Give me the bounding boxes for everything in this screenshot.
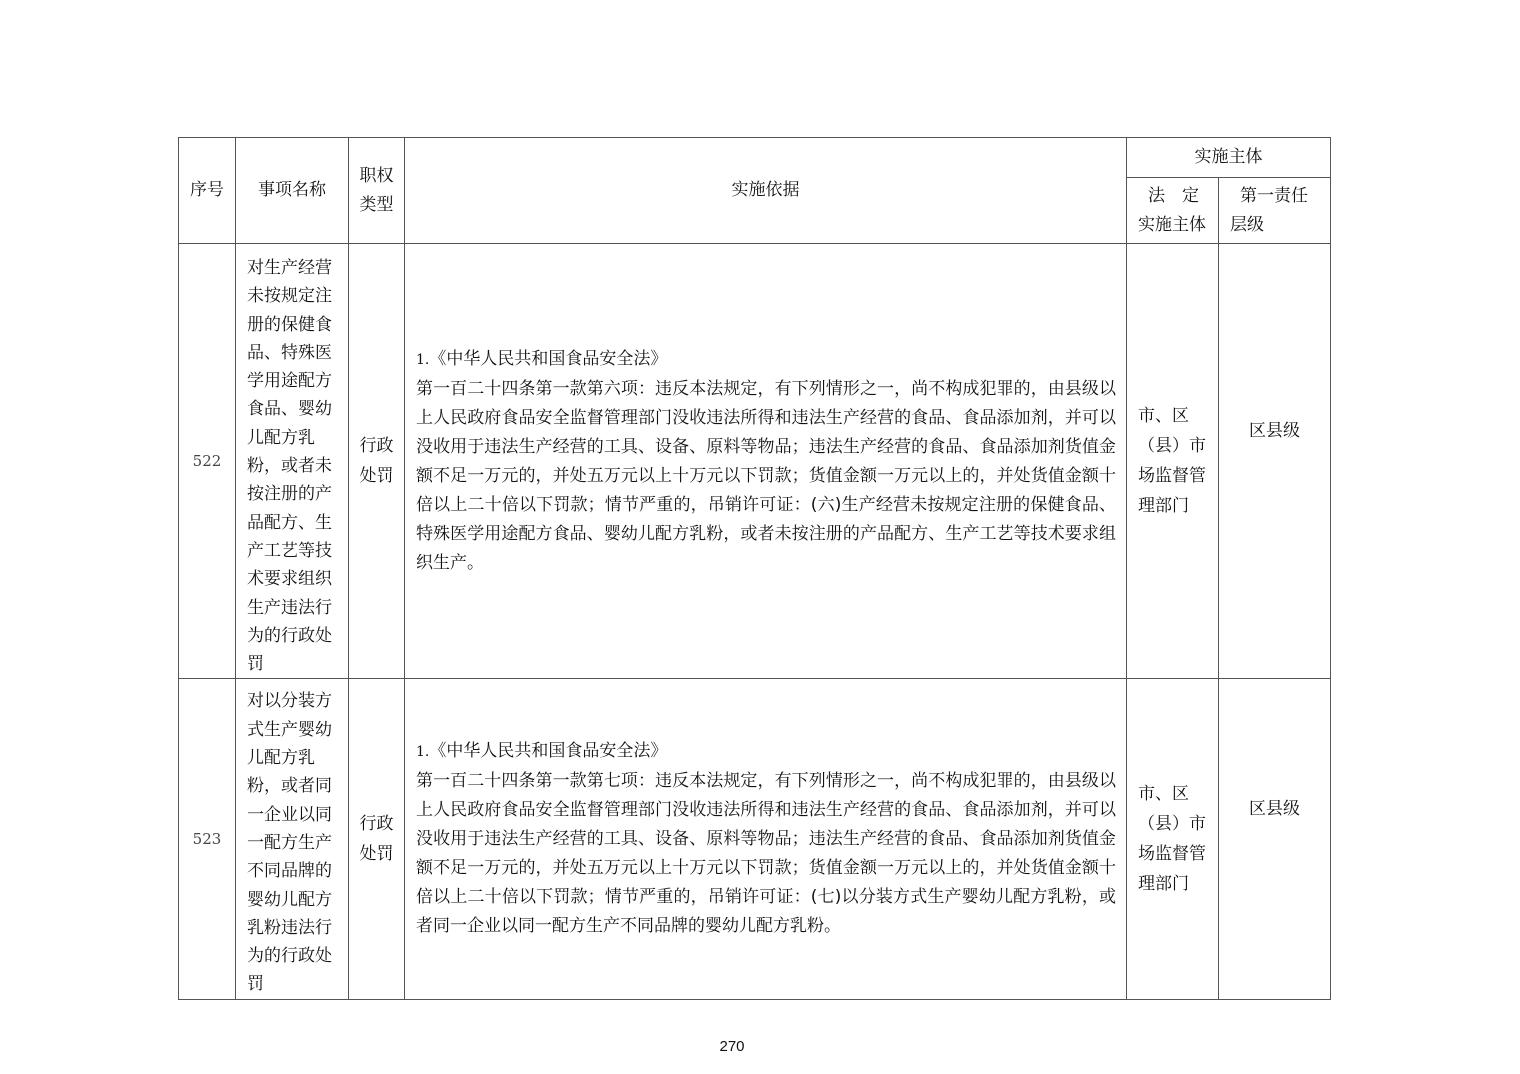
- row-first-level: [1219, 679, 1331, 999]
- law-title: 《中华人民共和国食品安全法》: [429, 348, 668, 369]
- header-legal-subject-line1: 法 定: [1148, 185, 1199, 206]
- law-number: 1.: [416, 744, 430, 761]
- header-basis: 实施依据: [405, 138, 1127, 244]
- header-legal-subject: [1127, 178, 1219, 244]
- law-title: 《中华人民共和国食品安全法》: [429, 741, 668, 762]
- row-first-level-text: 区县级: [1249, 421, 1300, 442]
- header-first-level: [1219, 178, 1331, 244]
- table-row: [179, 244, 1331, 679]
- table-row: [179, 679, 1331, 999]
- row-power-type: [349, 244, 405, 679]
- row-first-level-text: 区县级: [1249, 799, 1300, 820]
- law-title-line: [416, 345, 1116, 375]
- header-power-type: [349, 138, 405, 244]
- row-power-type-line1: 行政: [359, 814, 394, 835]
- header-item-name: 事项名称: [236, 138, 349, 244]
- row-basis: [405, 679, 1127, 999]
- header-row-1: [179, 138, 1331, 178]
- law-number: 1.: [416, 351, 430, 368]
- header-legal-subject-line2: 实施主体: [1138, 214, 1206, 235]
- row-legal-subject: 市、区（县）市场监督管理部门: [1127, 679, 1219, 999]
- law-article-text: 第一百二十四条第一款第六项：违反本法规定，有下列情形之一，尚不构成犯罪的，由县级以上人民政府食品安全监督管理部门没收违法所得和违法生产经营的食品、食品添加剂，并可以没收用于违法生产经营的工具、设备、原料等物品；违法生产经营的食品、食品添加剂货值金额不足一万元的，并处五万元以上十万元以下罚款；货值金额一万元以上的，并处货值金额十倍以上二十倍以下罚款；情节严重的，吊销许可证：(六)生产经营未按规定注册的保健食品、特殊医学用途配方食品、婴幼儿配方乳粉，或者未按注册的产品配方、生产工艺等技术要求组织生产。: [416, 378, 1116, 573]
- law-article-text: 第一百二十四条第一款第七项：违反本法规定，有下列情形之一，尚不构成犯罪的，由县级以上人民政府食品安全监督管理部门没收违法所得和违法生产经营的食品、食品添加剂，并可以没收用于违法生产经营的工具、设备、原料等物品；违法生产经营的食品、食品添加剂货值金额不足一万元的，并处五万元以上十万元以下罚款；货值金额一万元以上的，并处货值金额十倍以上二十倍以下罚款；情节严重的，吊销许可证：(七)以分装方式生产婴幼儿配方乳粉，或者同一企业以同一配方生产不同品牌的婴幼儿配方乳粉。: [416, 771, 1116, 937]
- header-first-level-line2: 层级: [1230, 214, 1264, 235]
- header-subject-group: 实施主体: [1127, 138, 1331, 178]
- law-title-line: [416, 737, 1116, 767]
- row-power-type-line2: 处罚: [359, 466, 394, 487]
- row-first-level: [1219, 244, 1331, 679]
- row-item-name: 对生产经营未按规定注册的保健食品、特殊医学用途配方食品、婴幼儿配方乳粉，或者未按注册的产品配方、生产工艺等技术要求组织生产违法行为的行政处罚: [236, 244, 349, 679]
- row-item-name: 对以分装方式生产婴幼儿配方乳粉，或者同一企业以同一配方生产不同品牌的婴幼儿配方乳粉违法行为的行政处罚: [236, 679, 349, 999]
- row-power-type-line1: 行政: [359, 436, 394, 457]
- page-number: 270: [719, 1038, 745, 1055]
- row-seq: 522: [179, 244, 236, 679]
- power-list-table: [178, 137, 1331, 1000]
- row-seq: 523: [179, 679, 236, 999]
- header-first-level-line1: 第一责任: [1240, 185, 1308, 206]
- header-seq: 序号: [179, 138, 236, 244]
- row-power-type-line2: 处罚: [359, 844, 394, 865]
- header-power-type-line1: 职权: [359, 165, 394, 186]
- row-legal-subject: 市、区（县）市场监督管理部门: [1127, 244, 1219, 679]
- header-power-type-line2: 类型: [359, 194, 394, 215]
- row-basis: [405, 244, 1127, 679]
- row-power-type: [349, 679, 405, 999]
